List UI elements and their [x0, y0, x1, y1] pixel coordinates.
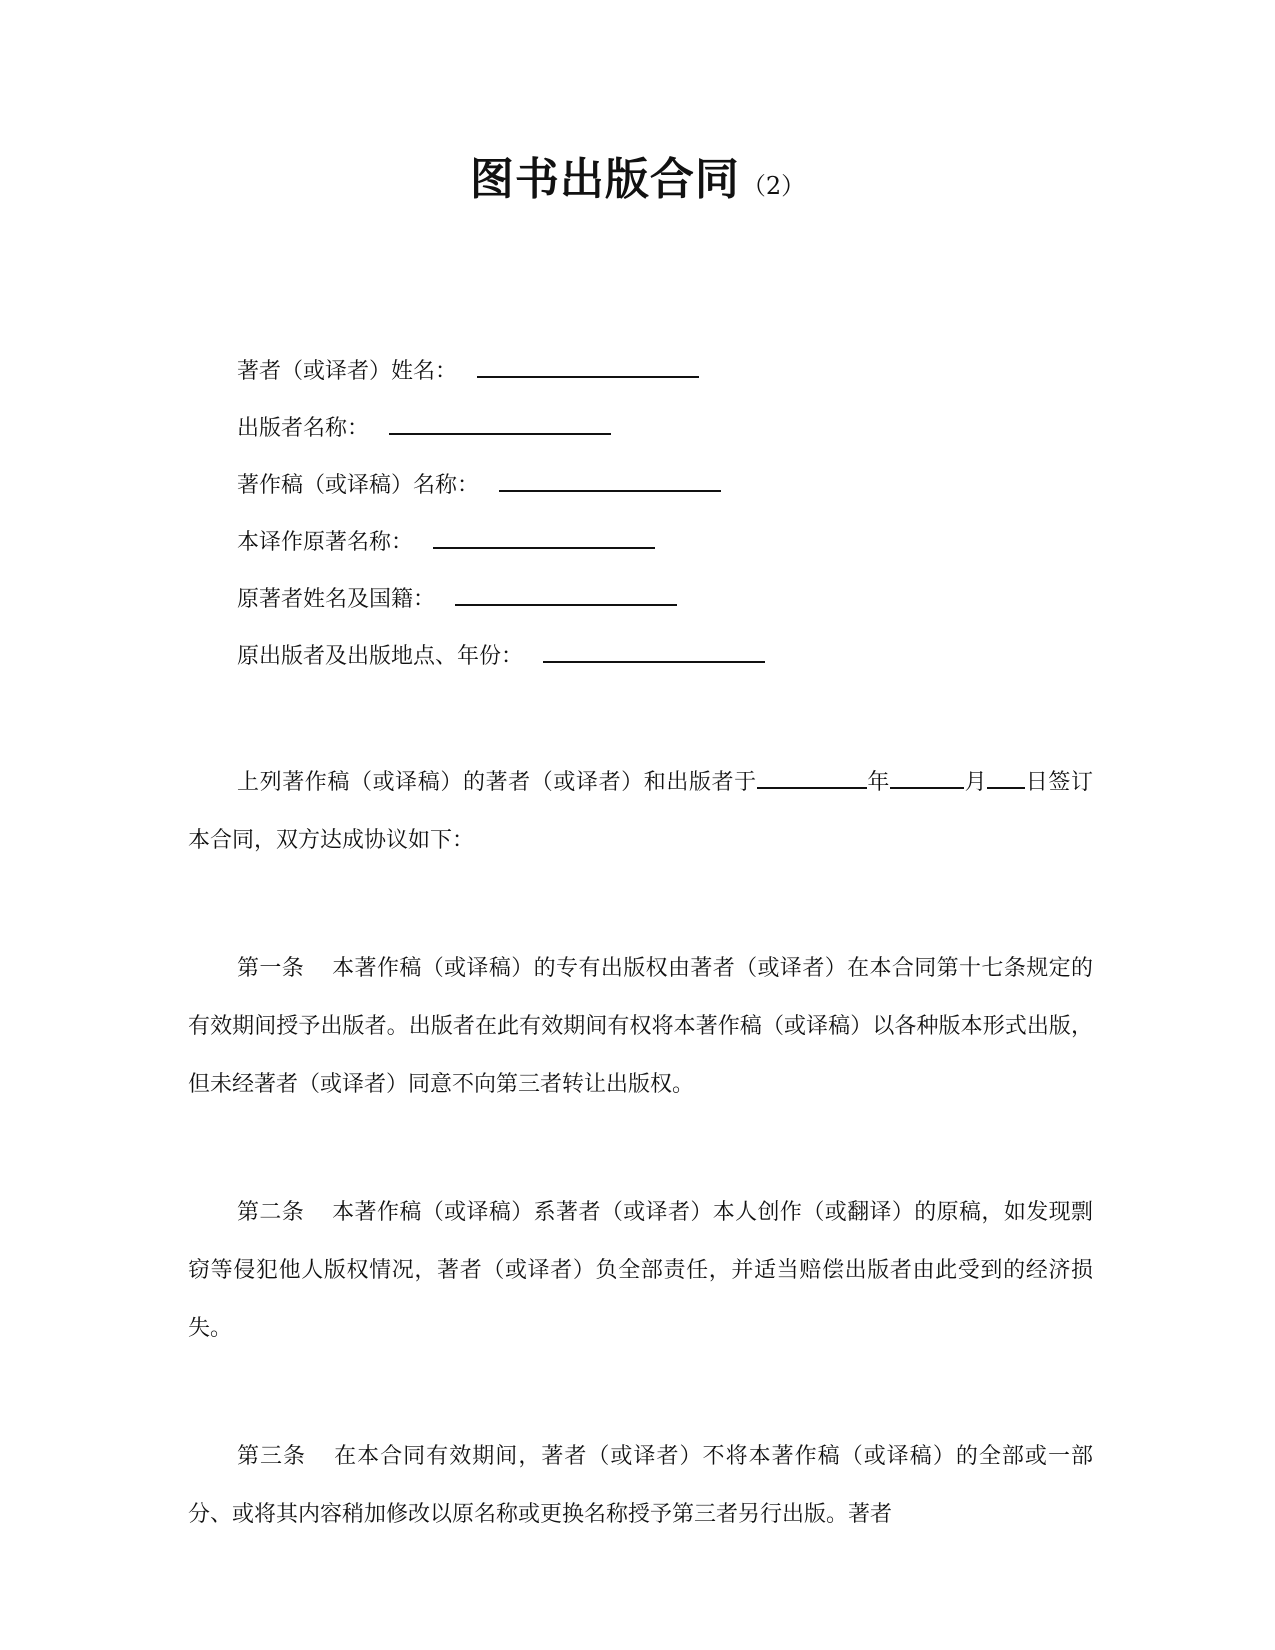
field-author-name [237, 354, 765, 411]
article-label: 第三条 [237, 1444, 307, 1469]
year-label: 年 [866, 770, 890, 795]
preamble-paragraph [188, 754, 1093, 870]
preamble-text-b: 日签订本合同，双方达成协议如下： [188, 770, 1093, 853]
field-label: 原出版者及出版地点、年份： [237, 644, 524, 669]
field-label: 本译作原著名称： [237, 530, 414, 555]
field-label: 著作稿（或译稿）名称： [237, 473, 480, 498]
blank-line [433, 525, 655, 549]
blank-line [499, 468, 721, 492]
blank-line [477, 354, 699, 378]
field-label: 著者（或译者）姓名： [237, 359, 458, 384]
article-text: 在本合同有效期间，著者（或译者）不将本著作稿（或译稿）的全部或一部分、或将其内容稍加修改以原名称或更换名称授予第三者另行出版。著者 [188, 1444, 1093, 1527]
article-text: 本著作稿（或译稿）的专有出版权由著者（或译者）在本合同第十七条规定的有效期间授予出版者。出版者在此有效期间有权将本著作稿（或译稿）以各种版本形式出版，但未经著者（或译者）同意不向第三者转让出版权。 [188, 956, 1093, 1097]
article-1 [188, 940, 1093, 1114]
month-blank [890, 765, 964, 789]
field-label: 原著者姓名及国籍： [237, 587, 436, 612]
field-original-publisher [237, 639, 765, 696]
title-suffix: （2） [741, 172, 806, 200]
field-publisher-name [237, 411, 765, 468]
article-2 [188, 1184, 1093, 1358]
blank-line [389, 411, 611, 435]
field-original-work-name [237, 525, 765, 582]
field-original-author [237, 582, 765, 639]
contract-body [188, 754, 1093, 1614]
blank-line [543, 639, 765, 663]
blank-line [455, 582, 677, 606]
field-manuscript-name [237, 468, 765, 525]
field-label: 出版者名称： [237, 416, 370, 441]
preamble-text-a: 上列著作稿（或译稿）的著者（或译者）和出版者于 [237, 770, 757, 795]
day-blank [987, 765, 1025, 789]
article-label: 第二条 [237, 1200, 305, 1225]
article-text: 本著作稿（或译稿）系著者（或译者）本人创作（或翻译）的原稿，如发现剽窃等侵犯他人版权情况，著者（或译者）负全部责任，并适当赔偿出版者由此受到的经济损失。 [188, 1200, 1093, 1341]
info-fields [237, 354, 765, 696]
document-title [0, 150, 1275, 219]
article-label: 第一条 [237, 956, 305, 981]
title-main: 图书出版合同 [469, 154, 740, 205]
article-3 [188, 1428, 1093, 1544]
year-blank [757, 765, 867, 789]
month-label: 月 [963, 770, 988, 795]
